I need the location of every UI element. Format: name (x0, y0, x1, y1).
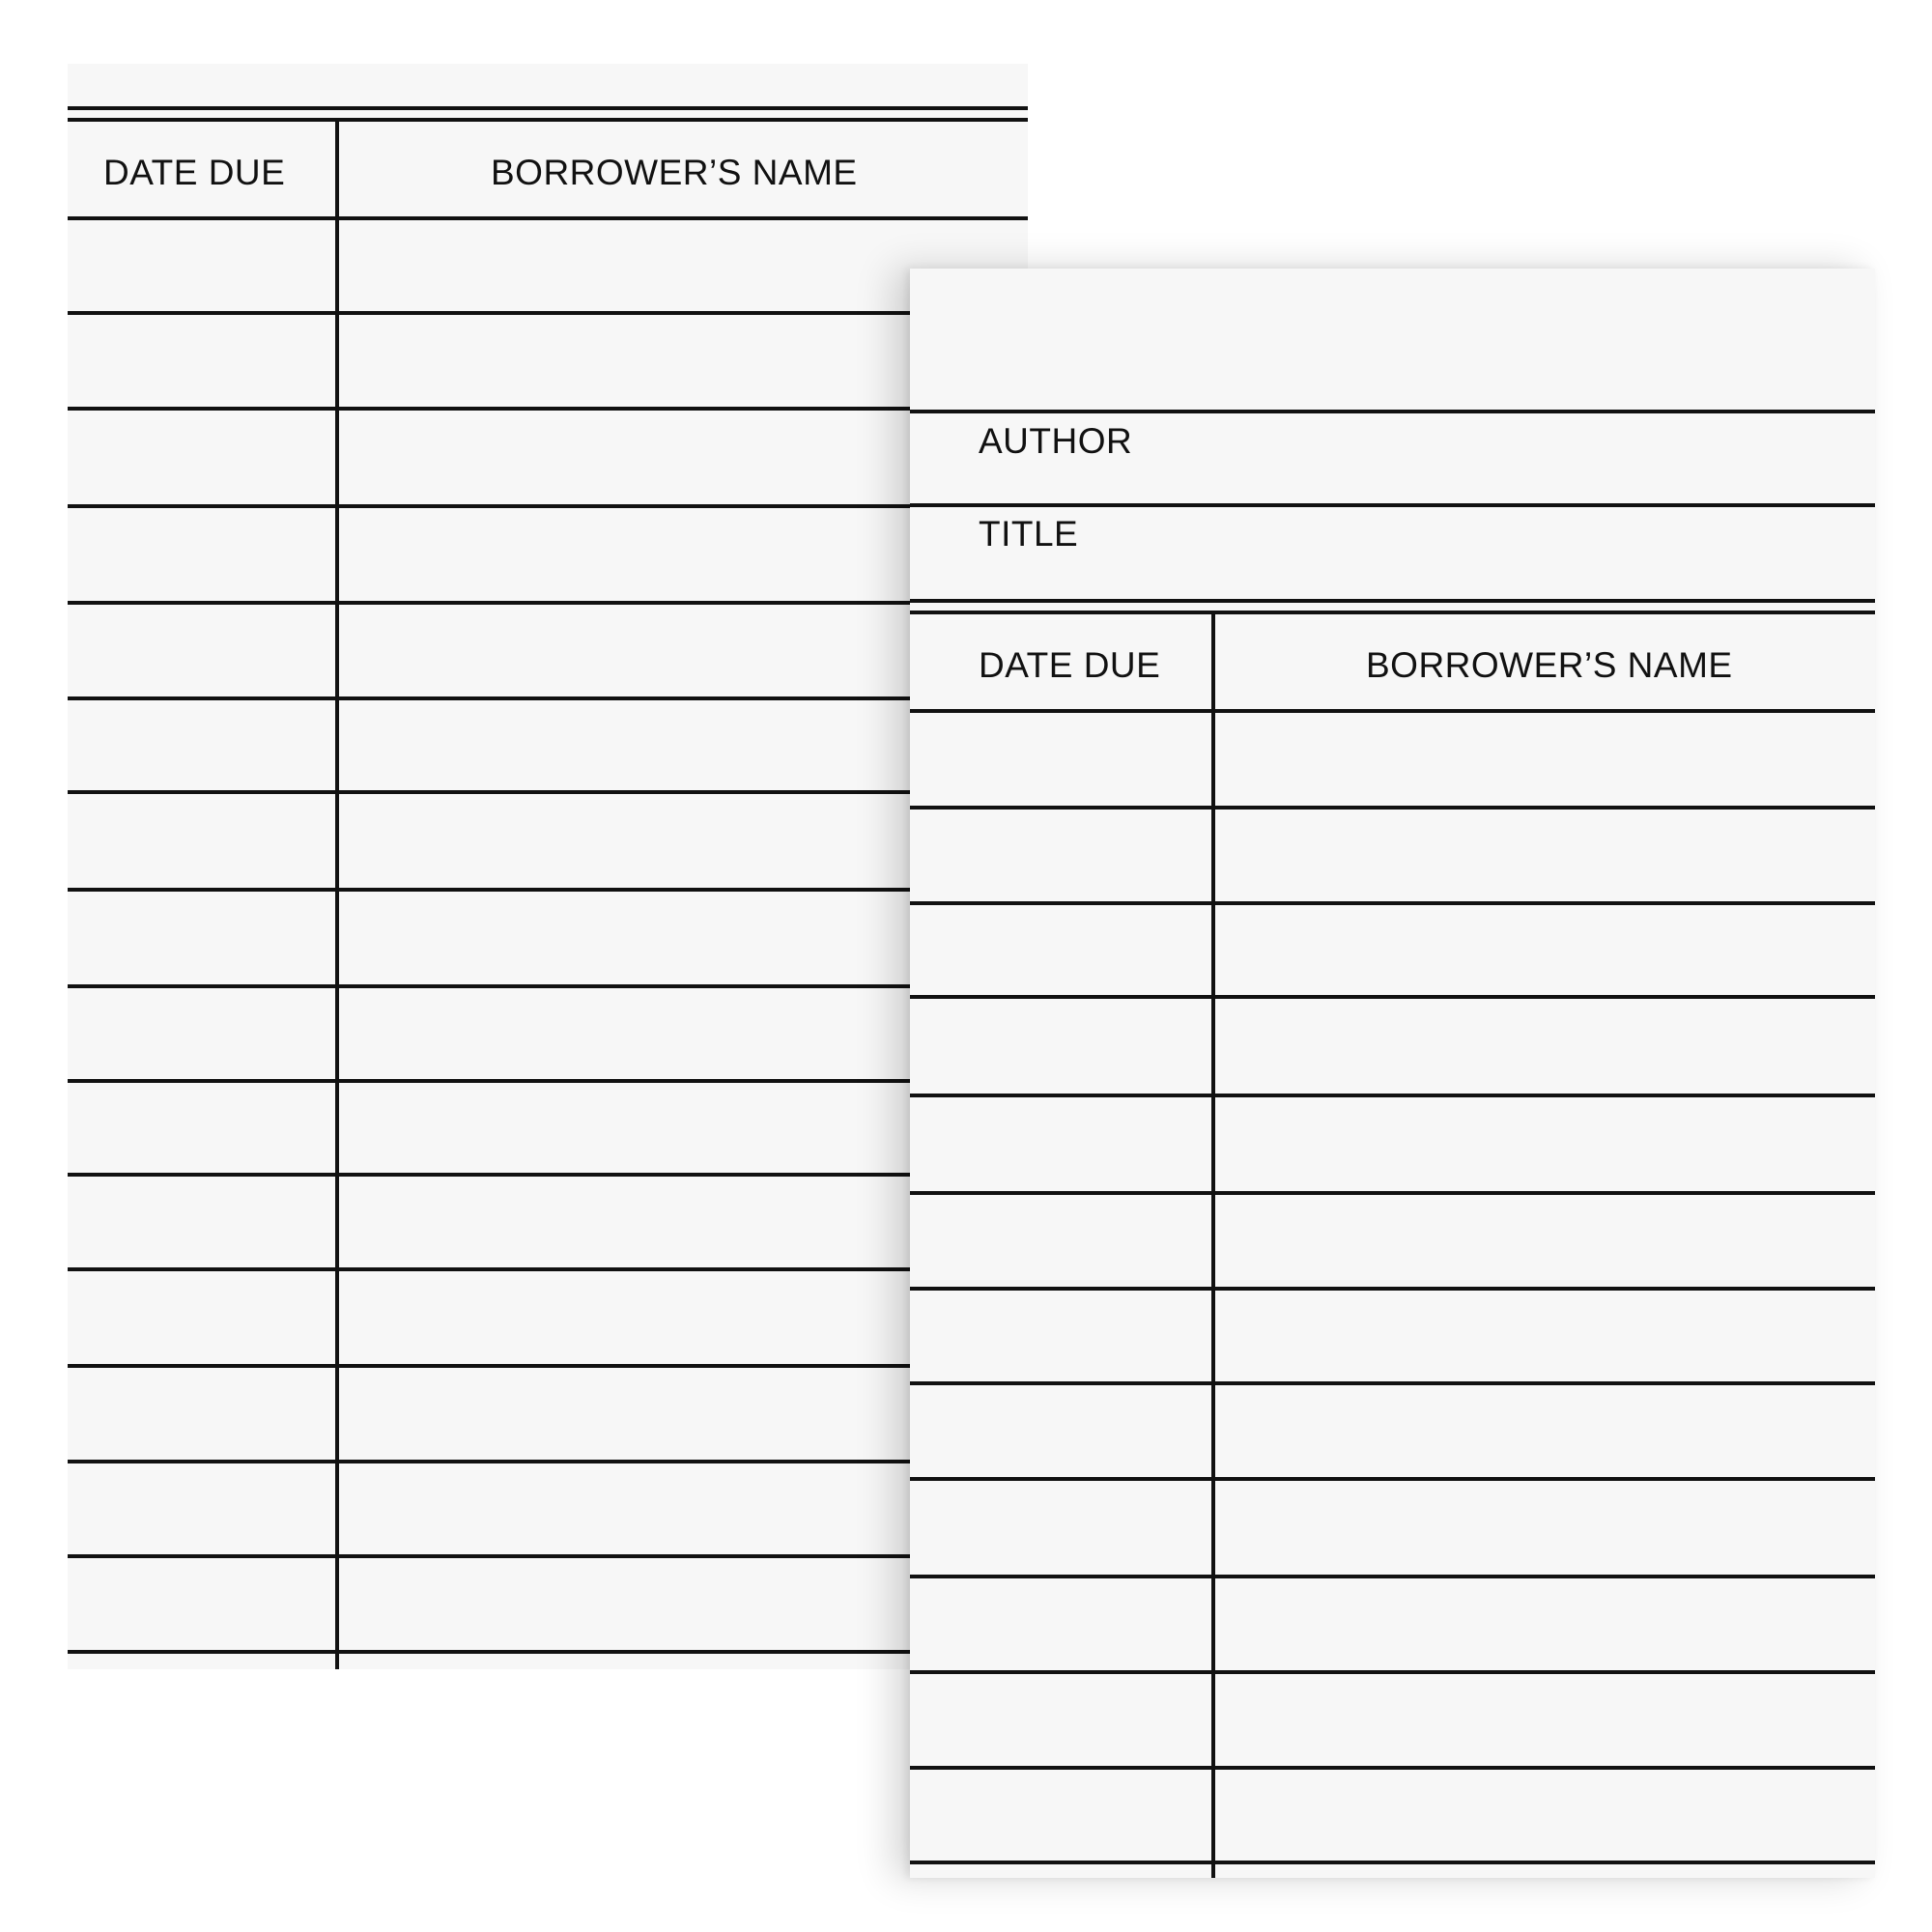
row-rule (68, 504, 1028, 508)
column-divider (335, 122, 339, 1669)
row-rule (68, 1364, 1028, 1368)
row-rule (68, 216, 1028, 220)
row-rule (910, 1287, 1875, 1291)
row-rule (68, 1173, 1028, 1177)
row-rule (910, 901, 1875, 905)
column-divider (1211, 614, 1215, 1878)
borrowers-name-header: BORROWER’S NAME (491, 153, 858, 192)
header-rule-bottom (68, 118, 1028, 122)
row-rule (910, 1861, 1875, 1864)
date-due-header: DATE DUE (103, 153, 286, 192)
row-rule (68, 696, 1028, 700)
row-rule (910, 709, 1875, 713)
row-rule (68, 790, 1028, 794)
row-rule (68, 601, 1028, 605)
row-rule (910, 1191, 1875, 1195)
row-rule (68, 1460, 1028, 1463)
header-rule-top (68, 106, 1028, 110)
library-card-front (910, 269, 1875, 1878)
header-rule-bottom (910, 611, 1875, 614)
row-rule (68, 1554, 1028, 1558)
row-rule (910, 1094, 1875, 1097)
row-rule (910, 995, 1875, 999)
row-rule (68, 1650, 1028, 1654)
row-rule (910, 1670, 1875, 1674)
row-rule (68, 984, 1028, 988)
library-card-back (68, 64, 1028, 1669)
row-rule (68, 888, 1028, 892)
row-rule (68, 1079, 1028, 1083)
row-rule (910, 806, 1875, 810)
title-label: TITLE (979, 514, 1079, 554)
author-rule (910, 410, 1875, 413)
row-rule (910, 1477, 1875, 1481)
header-rule-top (910, 599, 1875, 603)
row-rule (910, 1575, 1875, 1578)
author-label: AUTHOR (979, 421, 1133, 461)
borrowers-name-header: BORROWER’S NAME (1366, 645, 1733, 685)
row-rule (68, 1267, 1028, 1271)
row-rule (910, 1381, 1875, 1385)
row-rule (910, 1766, 1875, 1770)
row-rule (68, 311, 1028, 315)
title-rule (910, 503, 1875, 507)
date-due-header: DATE DUE (979, 645, 1161, 685)
row-rule (68, 407, 1028, 411)
